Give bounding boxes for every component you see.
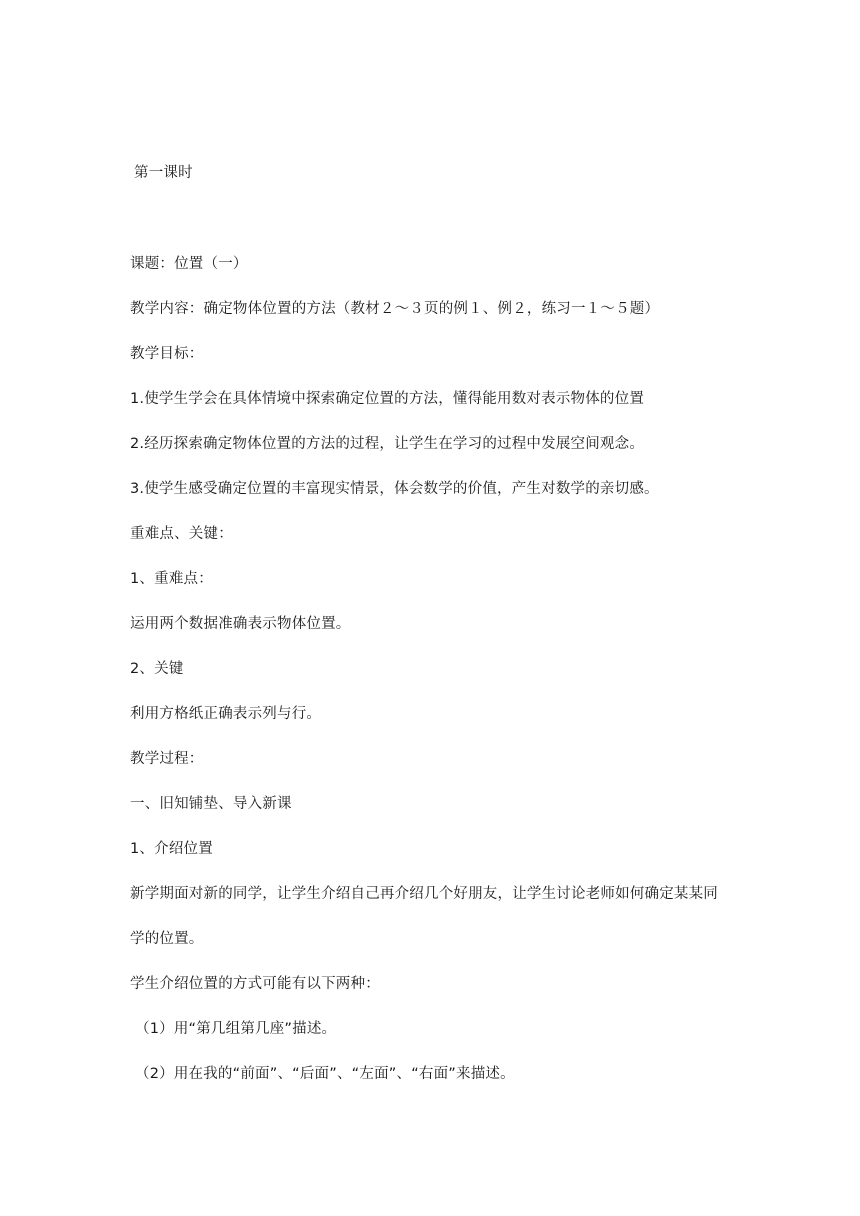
method-item: （1）用“第几组第几座”描述。	[135, 1021, 337, 1037]
objective-item: 3.使学生感受确定位置的丰富现实情景，体会数学的价值，产生对数学的亲切感。	[130, 481, 659, 497]
objective-item: 1.使学生学会在具体情境中探索确定位置的方法，懂得能用数对表示物体的位置	[130, 391, 645, 407]
difficulty-heading: 1、重难点：	[130, 571, 213, 587]
key-heading: 2、关键	[130, 661, 184, 677]
step-one-heading: 1、介绍位置	[130, 841, 213, 857]
methods-intro: 学生介绍位置的方式可能有以下两种：	[130, 976, 380, 992]
topic-line: 课题：位置（一）	[130, 256, 248, 272]
objectives-heading: 教学目标：	[130, 346, 204, 362]
content-line: 教学内容：确定物体位置的方法（教材２～３页的例１、例２，练习一１～５题）	[130, 301, 660, 317]
key-text: 利用方格纸正确表示列与行。	[130, 706, 322, 722]
paragraph-line: 新学期面对新的同学，让学生介绍自己再介绍几个好朋友，让学生讨论老师如何确定某某同	[130, 886, 718, 902]
process-heading: 教学过程：	[130, 751, 204, 767]
method-item: （2）用在我的“前面”、“后面”、“左面”、“右面”来描述。	[135, 1066, 515, 1082]
lesson-label: 第一课时	[134, 165, 193, 181]
objective-item: 2.经历探索确定物体位置的方法的过程，让学生在学习的过程中发展空间观念。	[130, 436, 645, 452]
key-points-heading: 重难点、关键：	[130, 526, 233, 542]
difficulty-text: 运用两个数据准确表示物体位置。	[130, 616, 351, 632]
section-one-heading: 一、旧知铺垫、导入新课	[130, 796, 292, 812]
paragraph-line: 学的位置。	[130, 931, 204, 947]
